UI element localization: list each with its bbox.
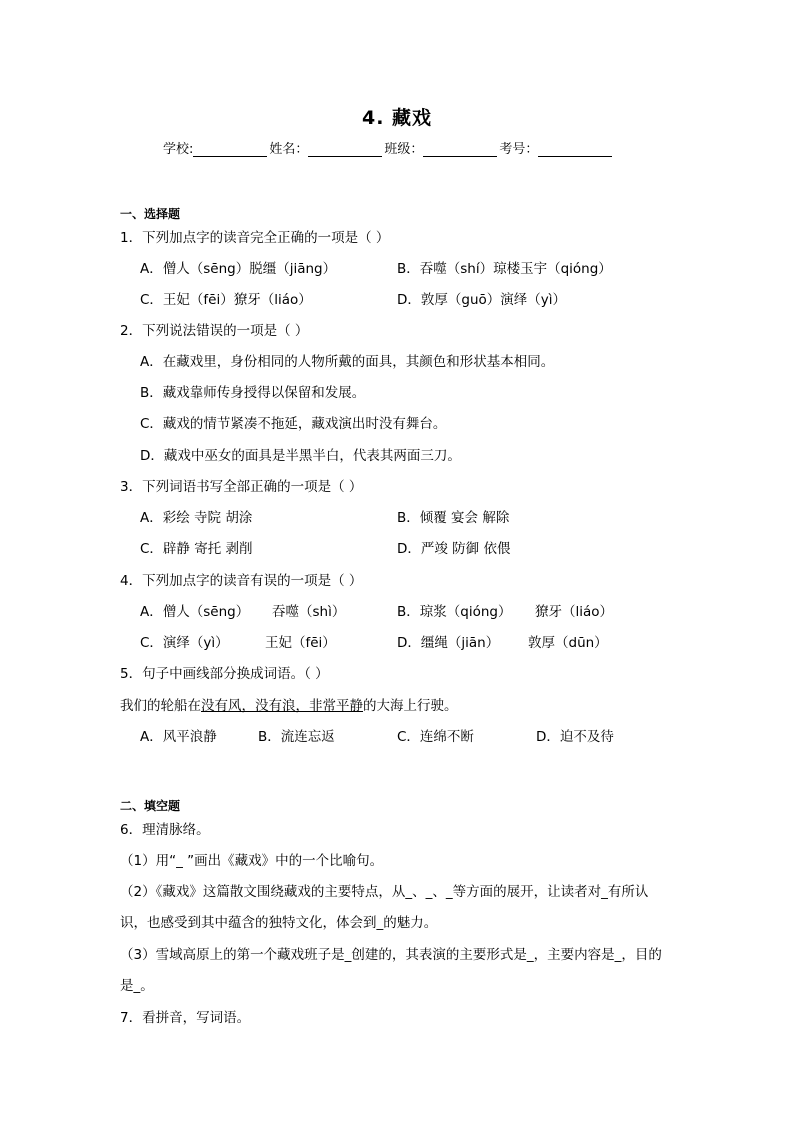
question-2-option-b: B．藏戏靠师传身授得以保留和发展。 xyxy=(140,385,366,401)
page-title: 4. 藏戏 xyxy=(361,107,433,129)
question-3-option-a: A．彩绘 寺院 胡涂 xyxy=(140,510,253,526)
question-2-option-c: C．藏戏的情节紧凑不拖延，藏戏演出时没有舞台。 xyxy=(140,416,447,432)
question-6-part-2-line-1: （2）《藏戏》这篇散文围绕藏戏的主要特点，从_、_、_等方面的展开，让读者对_有所认 xyxy=(120,884,649,900)
school-blank[interactable] xyxy=(193,142,267,157)
section-fill-title: 二、填空题 xyxy=(120,799,181,813)
question-5-sentence-post: 的大海上行驶。 xyxy=(363,698,458,714)
name-label: 姓名： xyxy=(269,142,309,157)
question-4-stem: 4．下列加点字的读音有误的一项是（ ） xyxy=(120,573,363,589)
question-4-option-d-2: 敦厚（dūn） xyxy=(528,635,608,651)
question-2-option-a: A．在藏戏里，身份相同的人物所戴的面具，其颜色和形状基本相同。 xyxy=(140,354,555,370)
question-6-part-3-line-2: 是_。 xyxy=(120,978,154,994)
question-5-sentence-pre: 我们的轮船在 xyxy=(120,698,201,714)
question-7-stem: 7．看拼音，写词语。 xyxy=(120,1010,251,1026)
question-1-option-c: C．王妃（fēi）獠牙（liáo） xyxy=(140,292,312,308)
question-5-option-c: C．连绵不断 xyxy=(397,729,474,745)
question-4-option-c-2: 王妃（fēi） xyxy=(265,635,336,651)
question-3-option-c: C．辟静 寄托 剥削 xyxy=(140,541,253,557)
question-5-stem: 5．句子中画线部分换成词语。（ ） xyxy=(120,666,329,682)
exam-no-blank[interactable] xyxy=(538,142,612,157)
class-blank[interactable] xyxy=(423,142,497,157)
question-5-sentence xyxy=(120,697,458,715)
question-1-stem: 1．下列加点字的读音完全正确的一项是（ ） xyxy=(120,230,390,246)
question-4-option-c-1: C．演绎（yì） xyxy=(140,635,229,651)
question-6-part-2-line-2: 识，也感受到其中蕴含的独特文化，体会到_的魅力。 xyxy=(120,915,438,931)
question-1-option-b: B．吞噬（shí）琼楼玉宇（qióng） xyxy=(397,261,612,277)
question-5-option-d: D．迫不及待 xyxy=(536,729,614,745)
question-4-option-b-2: 獠牙（liáo） xyxy=(535,604,614,620)
question-3-stem: 3．下列词语书写全部正确的一项是（ ） xyxy=(120,479,363,495)
question-3-option-b: B．倾覆 宴会 解除 xyxy=(397,510,510,526)
exam-no-label: 考号： xyxy=(499,142,539,157)
question-6-stem: 6．理清脉络。 xyxy=(120,822,210,838)
name-blank[interactable] xyxy=(308,142,382,157)
question-1-option-a: A．僧人（sēng）脱缰（jiāng） xyxy=(140,261,337,277)
question-2-stem: 2．下列说法错误的一项是（ ） xyxy=(120,323,309,339)
class-label: 班级： xyxy=(384,142,424,157)
question-4-option-a-1: A．僧人（sēng） xyxy=(140,604,250,620)
question-4-option-b-1: B．琼浆（qióng） xyxy=(397,604,512,620)
student-info-line xyxy=(163,138,614,157)
school-label: 学校: xyxy=(163,142,194,157)
question-2-option-d: D．藏戏中巫女的面具是半黑半白，代表其两面三刀。 xyxy=(140,448,461,464)
question-4-option-a-2: 吞噬（shì） xyxy=(272,604,346,620)
question-6-part-1: （1）用“_ ”画出《藏戏》中的一个比喻句。 xyxy=(120,853,384,869)
question-4-option-d-1: D．缰绳（jiān） xyxy=(397,635,500,651)
question-5-sentence-underlined: 没有风，没有浪，非常平静 xyxy=(201,698,363,714)
question-6-part-3-line-1: （3）雪域高原上的第一个藏戏班子是_创建的，其表演的主要形式是_，主要内容是_，目的 xyxy=(120,947,662,963)
question-5-option-b: B．流连忘返 xyxy=(258,729,335,745)
question-1-option-d: D．敦厚（guō）演绎（yì） xyxy=(397,292,567,308)
question-3-option-d: D．严竣 防御 依偎 xyxy=(397,541,511,557)
section-choice-title: 一、选择题 xyxy=(120,207,181,221)
question-5-option-a: A．风平浪静 xyxy=(140,729,217,745)
